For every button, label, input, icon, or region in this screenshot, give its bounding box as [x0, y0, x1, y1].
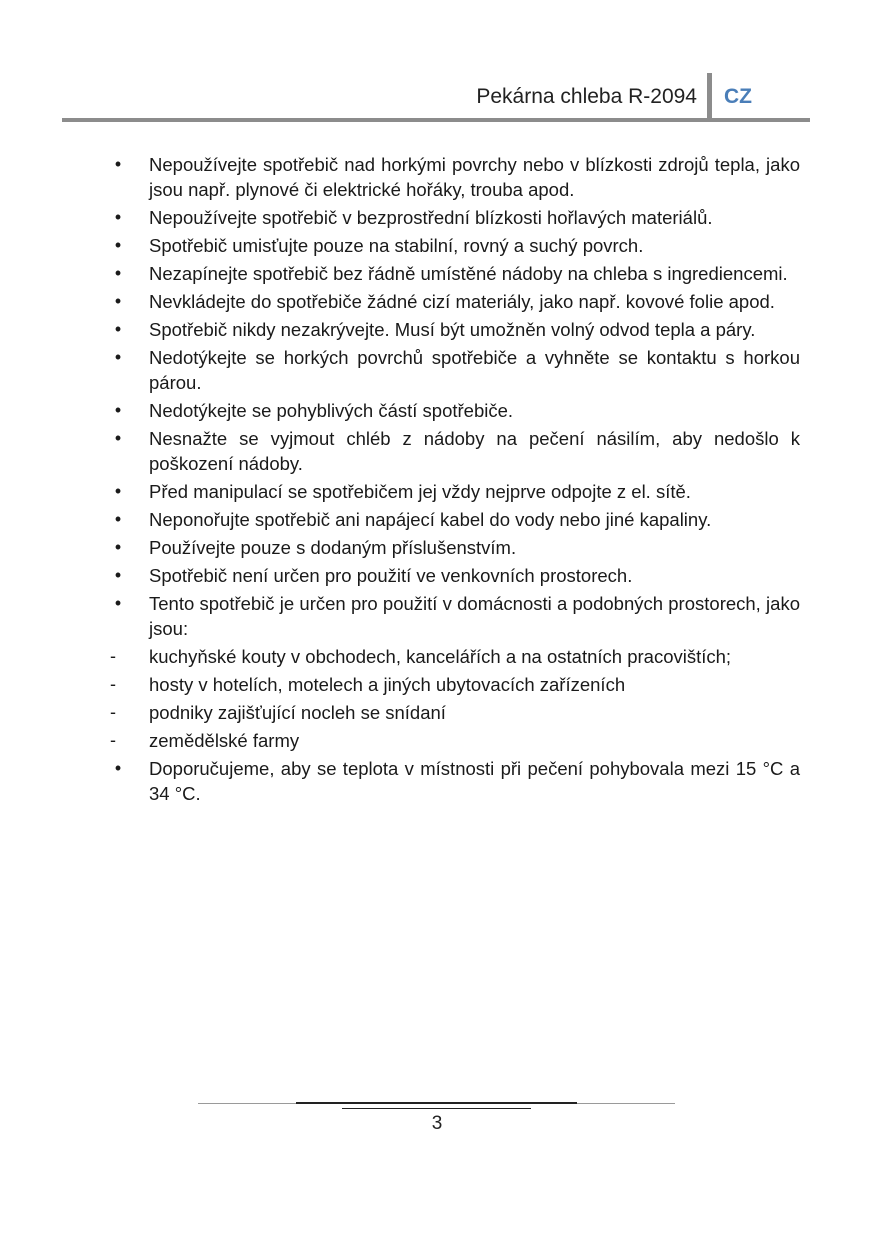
sub-list-item	[108, 728, 800, 753]
bullet-marker: •	[114, 347, 122, 367]
bullet-marker: •	[114, 235, 122, 255]
product-title: Pekárna chleba R-2094	[476, 85, 697, 108]
page-header	[0, 0, 874, 130]
list-item-text: Nesnažte se vyjmout chléb z nádoby na pečení násilím, aby nedošlo k poškození nádoby.	[149, 428, 800, 474]
bullet-marker: •	[114, 758, 122, 778]
bullet-marker: •	[114, 537, 122, 557]
page-footer	[0, 1095, 874, 1155]
header-rule	[62, 118, 810, 122]
list-item	[108, 398, 800, 423]
dash-marker: -	[110, 730, 116, 750]
safety-instructions-list	[108, 152, 800, 809]
bullet-marker: •	[114, 481, 122, 501]
list-item-text: Používejte pouze s dodaným příslušenstvím.	[149, 537, 517, 558]
list-item	[108, 233, 800, 258]
list-item	[108, 261, 800, 286]
bullet-marker: •	[114, 509, 122, 529]
bullet-marker: •	[114, 319, 122, 339]
dash-marker: -	[110, 674, 116, 694]
bullet-marker: •	[114, 291, 122, 311]
bullet-marker: •	[114, 263, 122, 283]
list-item	[108, 426, 800, 476]
list-item-text: Tento spotřebič je určen pro použití v domácnosti a podobných prostorech, jako jsou:	[149, 593, 800, 639]
list-item-text: Nevkládejte do spotřebiče žádné cizí materiály, jako např. kovové folie apod.	[149, 291, 775, 312]
list-item	[108, 591, 800, 641]
bullet-marker: •	[114, 428, 122, 448]
dash-marker: -	[110, 646, 116, 666]
list-item	[108, 205, 800, 230]
list-item-text: Neponořujte spotřebič ani napájecí kabel do vody nebo jiné kapaliny.	[149, 509, 712, 530]
list-item-text: Nedotýkejte se pohyblivých částí spotřebiče.	[149, 400, 514, 421]
bullet-marker: •	[114, 154, 122, 174]
list-item-text: Nezapínejte spotřebič bez řádně umístěné nádoby na chleba s ingrediencemi.	[149, 263, 788, 284]
list-item-text: zemědělské farmy	[149, 730, 300, 751]
list-item-text: Doporučujeme, aby se teplota v místnosti při pečení pohybovala mezi 15 °C a 34 °C.	[149, 758, 800, 804]
list-item	[108, 152, 800, 202]
footer-divider	[296, 1102, 577, 1104]
bullet-marker: •	[114, 400, 122, 420]
sub-list-item	[108, 700, 800, 725]
language-code: CZ	[724, 85, 752, 108]
list-item	[108, 345, 800, 395]
list-item-text: podniky zajišťující nocleh se snídaní	[149, 702, 446, 723]
list-item	[108, 479, 800, 504]
list-item	[108, 289, 800, 314]
list-item-text: Nedotýkejte se horkých povrchů spotřebiče a vyhněte se kontaktu s horkou párou.	[149, 347, 800, 393]
page-number: 3	[431, 1113, 443, 1134]
sub-list-item	[108, 644, 800, 669]
list-item-text: Nepoužívejte spotřebič v bezprostřední blízkosti hořlavých materiálů.	[149, 207, 713, 228]
bullet-marker: •	[114, 207, 122, 227]
sub-list-item	[108, 672, 800, 697]
list-item	[108, 507, 800, 532]
list-item	[108, 317, 800, 342]
bullet-marker: •	[114, 593, 122, 613]
dash-marker: -	[110, 702, 116, 722]
list-item-text: hosty v hotelích, motelech a jiných ubytovacích zařízeních	[149, 674, 626, 695]
list-item-text: Spotřebič umisťujte pouze na stabilní, rovný a suchý povrch.	[149, 235, 644, 256]
header-separator	[707, 73, 712, 121]
list-item	[108, 535, 800, 560]
footer-divider	[342, 1108, 531, 1109]
bullet-marker: •	[114, 565, 122, 585]
list-item	[108, 756, 800, 806]
list-item	[108, 563, 800, 588]
list-item-text: Spotřebič nikdy nezakrývejte. Musí být umožněn volný odvod tepla a páry.	[149, 319, 756, 340]
list-item-text: Před manipulací se spotřebičem jej vždy nejprve odpojte z el. sítě.	[149, 481, 691, 502]
list-item-text: Spotřebič není určen pro použití ve venkovních prostorech.	[149, 565, 633, 586]
list-item-text: kuchyňské kouty v obchodech, kancelářích a na ostatních pracovištích;	[149, 646, 732, 667]
list-item-text: Nepoužívejte spotřebič nad horkými povrchy nebo v blízkosti zdrojů tepla, jako jsou např. plynové či elektrické hořáky, trouba apod.	[149, 154, 800, 200]
